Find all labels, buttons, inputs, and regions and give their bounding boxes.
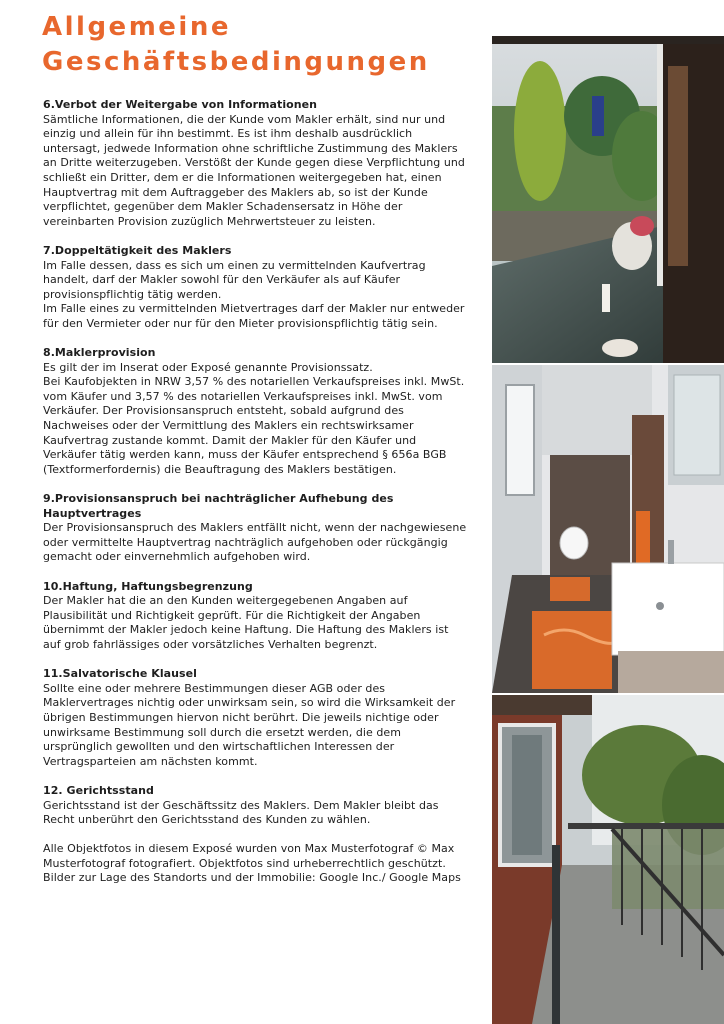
section-9-heading: 9.Provisionsanspruch bei nachträglicher Aufhebung des Hauptvertrages (43, 492, 394, 520)
section-10-text: Der Makler hat die an den Kunden weitergegebenen Angaben auf Plausibilität und Richtigkeit geprüft. Für die Richtigkeit der Angaben übernimmt der Makler jedoch keine Haftung. Die Haftung des Maklers ist auf grob fahrlässiges oder vorsätzliches Verhalten begrenzt. (43, 594, 449, 651)
section-7-heading: 7.Doppeltätigkeit des Maklers (43, 243, 232, 257)
section-12-text: Gerichtsstand ist der Geschäftssitz des Maklers. Dem Makler bleibt das Recht unberührt den Gerichtsstand des Kunden zu wählen. (43, 798, 439, 827)
section-6 (43, 98, 468, 229)
section-9-text: Der Provisionsanspruch des Maklers entfällt nicht, wenn der nachgewiesene oder vermittelte Hauptvertrag nachträglich aufgehoben oder rückgängig gemacht oder einvernehmlich aufgehoben wird. (43, 521, 467, 564)
section-9 (43, 492, 468, 565)
photo-bathroom (492, 365, 724, 693)
section-11 (43, 667, 468, 769)
section-8-text-2: Bei Kaufobjekten in NRW 3,57 % des notariellen Verkaufspreises inkl. MwSt. vom Käufer und 3,57 % des notariellen Verkaufspreises inkl. MwSt. vom Verkäufer. Der Provisionsanspruch entsteht, sobald aufgrund des Nachweises oder der Vermittlung des Maklers ein rechtswirksamer Kaufvertrag zustande kommt. Damit der Makler für den Käufer und Verkäufer tätig werden kann, muss der Käufer entsprechend § 656a BGB (Textformerfordernis) die Beauftragung des Maklers bestätigen. (43, 375, 465, 476)
section-7 (43, 244, 468, 332)
section-10-heading: 10.Haftung, Haftungsbegrenzung (43, 579, 253, 593)
section-8-heading: 8.Maklerprovision (43, 346, 156, 360)
photo-bathroom-illustration (492, 365, 724, 693)
section-7-text-1: Im Falle dessen, dass es sich um einen zu vermittelnden Kaufvertrag handelt, darf der Makler sowohl für den Verkäufer als auf Käufer provisionspflichtig tätig werden. (43, 258, 426, 301)
section-11-text: Sollte eine oder mehrere Bestimmungen dieser AGB oder des Maklervertrages nichtig oder unwirksam sein, so wird die Wirksamkeit der übrigen Bestimmungen hiervon nicht berührt. Die jeweils nichtige oder unwirksame Bestimmung soll durch die ersetzt werden, die dem ursprünglich gewollten und den wirtschaftlichen Interessen der Vertragsparteien am nächsten kommt. (43, 681, 456, 768)
section-12 (43, 784, 468, 828)
section-7-text-2: Im Falle eines zu vermittelnden Mietvertrages darf der Makler nur entweder für den Vermieter oder nur für den Mieter provisionspflichtig tätig sein. (43, 302, 465, 330)
section-8-text-1: Es gilt der im Inserat oder Exposé genannte Provisionssatz. (43, 360, 373, 374)
section-11-heading: 11.Salvatorische Klausel (43, 667, 197, 681)
page-title (42, 10, 482, 80)
section-6-heading: 6.Verbot der Weitergabe von Informationen (43, 98, 318, 111)
terms-content (43, 98, 468, 886)
section-8 (43, 346, 468, 477)
section-12-heading: 12. Gerichtsstand (43, 783, 154, 797)
page-title-line-2: Geschäftsbedingungen (42, 47, 430, 77)
page-title-line-1: Allgemeine (42, 12, 231, 42)
photo-credit-note: Alle Objektfotos in diesem Exposé wurden von Max Musterfotograf © Max Musterfotograf fotografiert. Objektfotos sind urheberrechtlich geschützt. Bilder zur Lage des Standorts und der Immobilie: Google Inc./ Google Maps (43, 842, 461, 885)
photo-window-garden-illustration (492, 36, 724, 363)
photo-balcony-illustration (492, 695, 724, 1024)
section-6-text: Sämtliche Informationen, die der Kunde vom Makler erhält, sind nur und einzig und allein für ihn bestimmt. Es ist ihm deshalb ausdrücklich untersagt, jedwede Information ohne schriftliche Zustimmung des Maklers an Dritte weiterzugeben. Verstößt der Kunde gegen diese Verpflichtung und schließt ein Dritter, dem er die Informationen weitergegeben hat, einen Hauptvertrag mit dem Auftraggeber des Maklers ab, so ist der Kunde verpflichtet, gegenüber dem Makler Schadensersatz in Höhe der vereinbarten Provision zuzüglich Mehrwertsteuer zu leisten. (43, 112, 465, 228)
photo-window-garden (492, 36, 724, 363)
photo-balcony (492, 695, 724, 1024)
section-10 (43, 580, 468, 653)
